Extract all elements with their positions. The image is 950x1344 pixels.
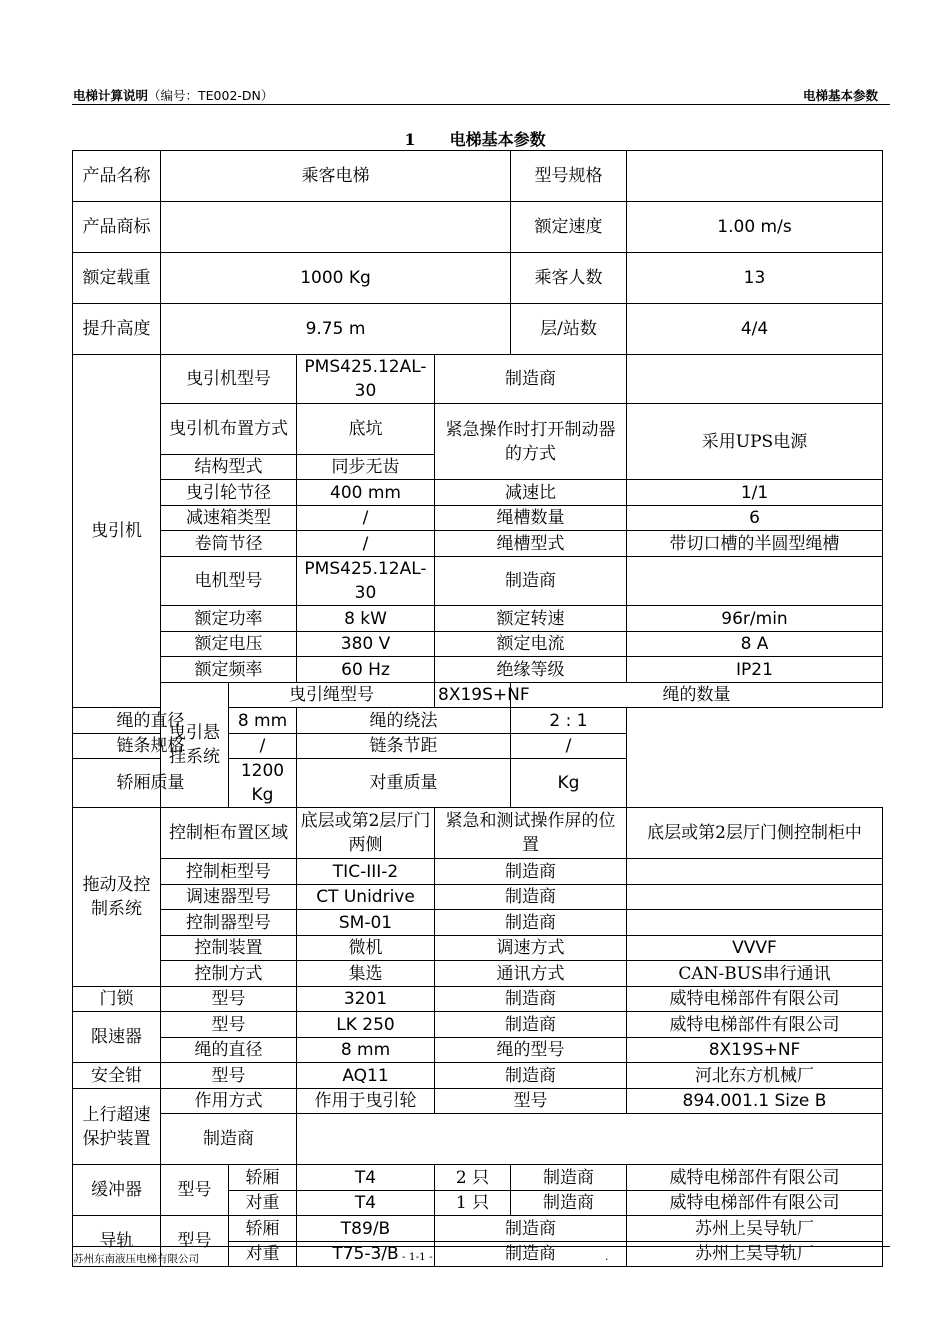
cell-value xyxy=(627,355,883,404)
cell-label: 制造商 xyxy=(435,910,627,936)
cell-value: 6 xyxy=(627,506,883,531)
table-row xyxy=(73,987,883,1012)
section-title xyxy=(0,127,950,150)
cell-label: 控制柜型号 xyxy=(161,859,297,885)
cell-label: 制造商 xyxy=(435,557,627,606)
cell-value: 微机 xyxy=(297,936,435,961)
cell-value: 4/4 xyxy=(627,304,883,355)
cell-label: 调速器型号 xyxy=(161,885,297,910)
table-row xyxy=(73,1114,883,1165)
cell-label: 卷筒节径 xyxy=(161,531,297,557)
table-row xyxy=(73,531,883,557)
cell-value: TIC-III-2 xyxy=(297,859,435,885)
cell-value: / xyxy=(297,506,435,531)
cell-label: 通讯方式 xyxy=(435,961,627,987)
cell-label: 轿厢 xyxy=(229,1216,297,1242)
cell-label: 绝缘等级 xyxy=(435,657,627,683)
cell-value: 9.75 m xyxy=(161,304,511,355)
cell-label: 曳引绳型号 xyxy=(229,683,435,708)
cell-label: 控制柜布置区域 xyxy=(161,808,297,859)
cell-label: 链条节距 xyxy=(297,734,511,759)
cell-label: 制造商 xyxy=(511,1191,627,1216)
table-row xyxy=(73,885,883,910)
elevator-spec-table xyxy=(72,150,883,1267)
table-row xyxy=(73,1063,883,1089)
table-row xyxy=(73,355,883,404)
cell-label: 绳的直径 xyxy=(161,1038,297,1063)
cell-label: 对重 xyxy=(229,1191,297,1216)
table-row xyxy=(73,657,883,683)
group-label: 上行超速保护装置 xyxy=(73,1089,161,1165)
table-row xyxy=(73,1216,883,1242)
cell-label: 额定功率 xyxy=(161,606,297,632)
table-row xyxy=(73,910,883,936)
group-label: 安全钳 xyxy=(73,1063,161,1089)
cell-label: 控制装置 xyxy=(161,936,297,961)
section-number: 1 xyxy=(404,130,416,149)
cell-value: VVVF xyxy=(627,936,883,961)
cell-label: 制造商 xyxy=(435,1063,627,1089)
cell-label: 减速箱类型 xyxy=(161,506,297,531)
table-row xyxy=(73,253,883,304)
cell-value: 带切口槽的半圆型绳槽 xyxy=(627,531,883,557)
table-row xyxy=(73,202,883,253)
cell-label: 额定载重 xyxy=(73,253,161,304)
cell-label: 制造商 xyxy=(511,1165,627,1191)
cell-label: 乘客人数 xyxy=(511,253,627,304)
cell-value: Kg xyxy=(511,759,627,808)
cell-label: 制造商 xyxy=(435,355,627,404)
cell-value: / xyxy=(297,531,435,557)
cell-label: 制造商 xyxy=(435,1012,627,1038)
cell-value: CAN-BUS串行通讯 xyxy=(627,961,883,987)
cell-value: 60 Hz xyxy=(297,657,435,683)
cell-value: 底坑 xyxy=(297,404,435,455)
cell-value: 8 mm xyxy=(229,708,297,734)
cell-value: 底层或第2层厅门侧控制柜中 xyxy=(627,808,883,859)
cell-value: 8 A xyxy=(627,632,883,657)
cell-label: 调速方式 xyxy=(435,936,627,961)
header-section-name: 电梯基本参数 xyxy=(802,88,878,103)
footer-mark: . xyxy=(605,1251,609,1263)
cell-value: 底层或第2层厅门两侧 xyxy=(297,808,435,859)
table-row xyxy=(73,506,883,531)
cell-value: PMS425.12AL-30 xyxy=(297,355,435,404)
cell-label: 层/站数 xyxy=(511,304,627,355)
cell-label: 制造商 xyxy=(161,1114,297,1165)
cell-label: 曳引机布置方式 xyxy=(161,404,297,455)
cell-value: 采用UPS电源 xyxy=(627,404,883,480)
header-divider xyxy=(72,104,890,105)
table-row xyxy=(73,683,883,708)
cell-value xyxy=(627,557,883,606)
table-row xyxy=(73,480,883,506)
cell-value: 同步无齿 xyxy=(297,455,435,480)
cell-label: 制造商 xyxy=(435,859,627,885)
table-row xyxy=(73,808,883,859)
cell-value: 河北东方机械厂 xyxy=(627,1063,883,1089)
cell-value: 8 kW xyxy=(297,606,435,632)
cell-label: 产品商标 xyxy=(73,202,161,253)
cell-label: 绳的数量 xyxy=(511,683,883,708)
cell-label: 控制方式 xyxy=(161,961,297,987)
cell-label: 额定频率 xyxy=(161,657,297,683)
cell-label: 型号 xyxy=(161,1063,297,1089)
cell-label: 额定速度 xyxy=(511,202,627,253)
cell-value xyxy=(161,202,511,253)
footer-divider xyxy=(72,1246,890,1247)
cell-label: 制造商 xyxy=(435,987,627,1012)
cell-value: 894.001.1 Size B xyxy=(627,1089,883,1114)
cell-value: 集选 xyxy=(297,961,435,987)
cell-label: 制造商 xyxy=(435,1242,627,1267)
cell-value: 8X19S+NF xyxy=(435,683,511,708)
cell-value: T4 xyxy=(297,1191,435,1216)
section-heading: 电梯基本参数 xyxy=(449,130,546,149)
cell-value: CT Unidrive xyxy=(297,885,435,910)
cell-label: 制造商 xyxy=(435,885,627,910)
cell-value: AQ11 xyxy=(297,1063,435,1089)
cell-value: 8X19S+NF xyxy=(627,1038,883,1063)
table-row xyxy=(73,859,883,885)
cell-value: 威特电梯部件有限公司 xyxy=(627,1012,883,1038)
table-row xyxy=(73,557,883,606)
cell-label: 型号 xyxy=(435,1089,627,1114)
cell-value: 2 只 xyxy=(435,1165,511,1191)
cell-value: 威特电梯部件有限公司 xyxy=(627,1191,883,1216)
table-row xyxy=(73,936,883,961)
table-row xyxy=(73,151,883,202)
cell-label: 减速比 xyxy=(435,480,627,506)
header-doc-title xyxy=(73,86,273,104)
cell-value xyxy=(627,151,883,202)
cell-value: T75-3/B xyxy=(297,1242,435,1267)
group-label: 门锁 xyxy=(73,987,161,1012)
table-row xyxy=(73,1165,883,1191)
cell-label: 制造商 xyxy=(435,1216,627,1242)
cell-label: 绳槽型式 xyxy=(435,531,627,557)
group-label: 限速器 xyxy=(73,1012,161,1063)
cell-value: T89/B xyxy=(297,1216,435,1242)
table-row xyxy=(73,1038,883,1063)
cell-label: 作用方式 xyxy=(161,1089,297,1114)
cell-label: 提升高度 xyxy=(73,304,161,355)
cell-label: 紧急操作时打开制动器的方式 xyxy=(435,404,627,480)
cell-value: 1 只 xyxy=(435,1191,511,1216)
cell-label: 产品名称 xyxy=(73,151,161,202)
cell-value: 乘客电梯 xyxy=(161,151,511,202)
cell-label: 型号 xyxy=(161,1012,297,1038)
cell-value: 96r/min xyxy=(627,606,883,632)
footer-company: 苏州东南液压电梯有限公司 xyxy=(73,1253,199,1265)
cell-label: 电机型号 xyxy=(161,557,297,606)
cell-label: 结构型式 xyxy=(161,455,297,480)
group-label: 缓冲器 xyxy=(73,1165,161,1216)
cell-value xyxy=(297,1114,883,1165)
group-label: 拖动及控制系统 xyxy=(73,808,161,987)
cell-label: 控制器型号 xyxy=(161,910,297,936)
cell-label: 额定电流 xyxy=(435,632,627,657)
cell-value: 13 xyxy=(627,253,883,304)
cell-value: 3201 xyxy=(297,987,435,1012)
cell-value xyxy=(627,885,883,910)
cell-label: 对重质量 xyxy=(297,759,511,808)
cell-label: 曳引轮节径 xyxy=(161,480,297,506)
cell-value: LK 250 xyxy=(297,1012,435,1038)
cell-value: / xyxy=(511,734,627,759)
group-label: 导轨 xyxy=(73,1216,161,1267)
cell-label: 轿厢质量 xyxy=(73,759,229,808)
cell-value: IP21 xyxy=(627,657,883,683)
cell-label: 型号 xyxy=(161,1165,229,1216)
footer-page-number: - 1-1 - xyxy=(402,1251,433,1263)
cell-value: 1200 Kg xyxy=(229,759,297,808)
cell-value: 1000 Kg xyxy=(161,253,511,304)
cell-value: 苏州上吴导轨厂 xyxy=(627,1216,883,1242)
cell-value xyxy=(627,859,883,885)
cell-label: 绳的型号 xyxy=(435,1038,627,1063)
cell-label: 型号 xyxy=(161,987,297,1012)
cell-label: 轿厢 xyxy=(229,1165,297,1191)
cell-value: 威特电梯部件有限公司 xyxy=(627,987,883,1012)
group-label: 曳引悬挂系统 xyxy=(161,683,229,808)
cell-label: 曳引机型号 xyxy=(161,355,297,404)
header-title: 电梯计算说明 xyxy=(73,88,149,103)
table-row xyxy=(73,632,883,657)
cell-value: 苏州上吴导轨厂 xyxy=(627,1242,883,1267)
group-label: 曳引机 xyxy=(73,355,161,708)
table-row xyxy=(73,1012,883,1038)
cell-value: PMS425.12AL-30 xyxy=(297,557,435,606)
table-row xyxy=(73,606,883,632)
cell-value: 400 mm xyxy=(297,480,435,506)
cell-label: 型号 xyxy=(161,1216,229,1267)
cell-label: 型号规格 xyxy=(511,151,627,202)
cell-value: 8 mm xyxy=(297,1038,435,1063)
cell-value: T4 xyxy=(297,1165,435,1191)
cell-value: 2 : 1 xyxy=(511,708,627,734)
table-row xyxy=(73,304,883,355)
cell-label: 对重 xyxy=(229,1242,297,1267)
cell-label: 额定转速 xyxy=(435,606,627,632)
cell-value: 1.00 m/s xyxy=(627,202,883,253)
table-row xyxy=(73,961,883,987)
cell-label: 绳的直径 xyxy=(73,708,229,734)
cell-label: 链条规格 xyxy=(73,734,229,759)
table-row xyxy=(73,1089,883,1114)
cell-value: 1/1 xyxy=(627,480,883,506)
header-doc-number: （编号：TE002-DN） xyxy=(148,88,274,103)
cell-value xyxy=(627,910,883,936)
cell-value: 380 V xyxy=(297,632,435,657)
cell-value: 威特电梯部件有限公司 xyxy=(627,1165,883,1191)
table-row xyxy=(73,404,883,455)
cell-label: 绳的绕法 xyxy=(297,708,511,734)
cell-label: 紧急和测试操作屏的位置 xyxy=(435,808,627,859)
cell-value: 作用于曳引轮 xyxy=(297,1089,435,1114)
cell-value: SM-01 xyxy=(297,910,435,936)
cell-label: 绳槽数量 xyxy=(435,506,627,531)
cell-label: 额定电压 xyxy=(161,632,297,657)
cell-value: / xyxy=(229,734,297,759)
